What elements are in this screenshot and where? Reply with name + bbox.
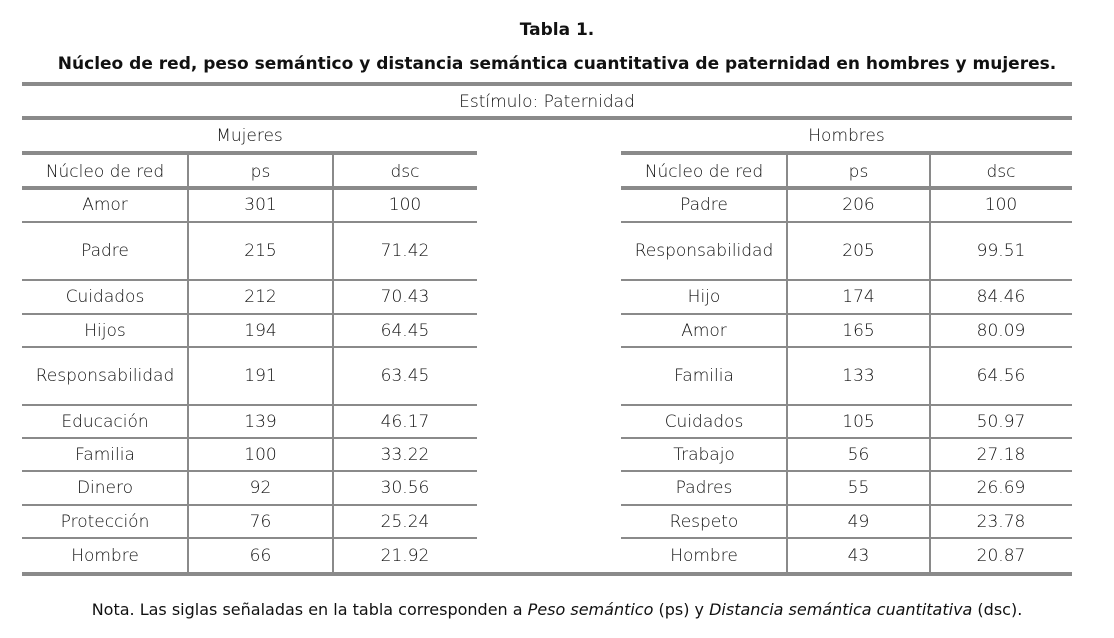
table-cell: 64.45 [380, 320, 430, 341]
table-cell: 215 [244, 241, 277, 261]
table-cell: 205 [842, 241, 875, 261]
table-cell: 64.56 [976, 366, 1026, 386]
table-cell: 21.92 [380, 545, 430, 566]
table-cell: 49 [847, 511, 870, 532]
table-cell: 206 [842, 195, 875, 215]
table-title: Tabla 1. [519, 20, 595, 40]
table-cell: 46.17 [380, 411, 430, 432]
table-cell: 33.22 [380, 444, 430, 465]
table-cell: Dinero [76, 478, 134, 498]
stimulus-label: Estímulo: Paternidad [459, 92, 635, 112]
table-cell: 194 [244, 320, 277, 341]
note-term-ps: Peso semántico [527, 600, 654, 619]
column-header: dsc [390, 161, 420, 182]
rule-bottom [22, 572, 1072, 576]
table-cell: Hombre [670, 545, 738, 566]
table-cell: Trabajo [673, 444, 735, 465]
table-cell: 25.24 [380, 511, 430, 532]
table-cell: 20.87 [976, 545, 1026, 566]
table-cell: 71.42 [380, 241, 430, 261]
table-cell: Hombre [71, 545, 139, 566]
column-header: ps [848, 161, 869, 182]
table-cell: Familia [674, 366, 734, 386]
table-cell: Amor [82, 195, 128, 215]
note-text: Nota. Las siglas señaladas en la tabla corresponden a [91, 600, 528, 619]
table-cell: 30.56 [380, 478, 430, 498]
column-header: dsc [986, 161, 1016, 182]
column-header: Núcleo de red [45, 161, 165, 182]
table-cell: 139 [244, 411, 277, 432]
table-cell: 212 [244, 287, 277, 307]
table-cell: 27.18 [976, 444, 1026, 465]
table-cell: 56 [847, 444, 870, 465]
table-note [0, 600, 1114, 619]
table-cell: Familia [75, 444, 135, 465]
table-cell: 100 [984, 195, 1018, 215]
table-cell: Hijo [687, 287, 721, 307]
table-cell: 191 [244, 366, 277, 386]
table-cell: Padre [680, 195, 728, 215]
group-header-mujeres: Mujeres [216, 126, 283, 146]
table-cell: 133 [842, 366, 875, 386]
table-cell: 99.51 [976, 241, 1026, 261]
table-cell: 92 [249, 478, 272, 498]
table-cell: 165 [842, 320, 875, 341]
table-subtitle: Núcleo de red, peso semántico y distancia semántica cuantitativa de paternidad en hombres y mujeres. [57, 54, 1057, 74]
group-header-hombres: Hombres [808, 126, 885, 146]
table-cell: Educación [61, 411, 149, 432]
table-cell: 63.45 [380, 366, 430, 386]
column-header: ps [250, 161, 271, 182]
note-text: (dsc). [972, 600, 1023, 619]
table-cell: 80.09 [976, 320, 1026, 341]
table-cell: Padres [675, 478, 733, 498]
table-cell: 66 [249, 545, 272, 566]
table-cell: Responsabilidad [35, 366, 175, 386]
table-cell: 50.97 [976, 411, 1026, 432]
table-cell: Hijos [84, 320, 126, 341]
table-cell: 84.46 [976, 287, 1026, 307]
table-cell: 55 [847, 478, 870, 498]
table-cell: Amor [681, 320, 727, 341]
table-cell: 100 [388, 195, 422, 215]
table-cell: Padre [81, 241, 129, 261]
table-cell: 43 [847, 545, 870, 566]
table-cell: Protección [60, 511, 150, 532]
table-cell: 105 [842, 411, 875, 432]
table-cell: 26.69 [976, 478, 1026, 498]
table-cell: Cuidados [664, 411, 744, 432]
table-cell: Responsabilidad [634, 241, 774, 261]
table-cell: 23.78 [976, 511, 1026, 532]
table-cell: Cuidados [65, 287, 145, 307]
column-header: Núcleo de red [644, 161, 764, 182]
table-cell: 174 [842, 287, 875, 307]
table-cell: 70.43 [380, 287, 430, 307]
table-cell: 100 [244, 444, 277, 465]
table-cell: 301 [244, 195, 277, 215]
table-cell: 76 [249, 511, 272, 532]
note-text: (ps) y [653, 600, 710, 619]
table-cell: Respeto [669, 511, 739, 532]
note-term-dsc: Distancia semántica cuantitativa [709, 600, 973, 619]
